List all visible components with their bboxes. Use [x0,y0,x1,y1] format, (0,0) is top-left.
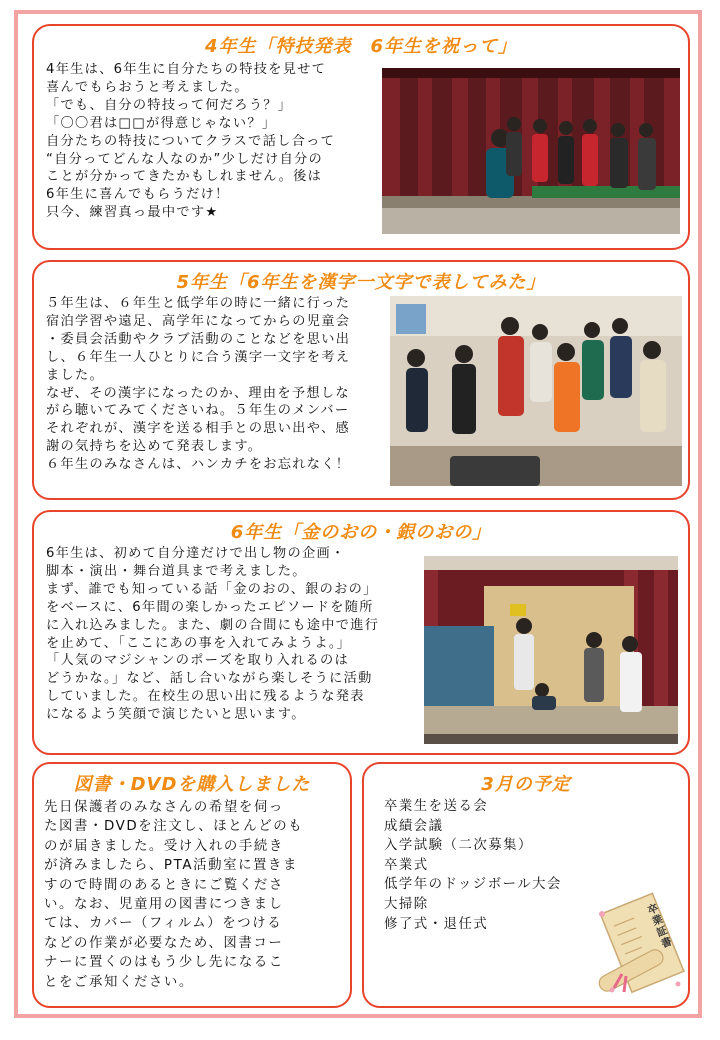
list-item: 成績会議 [384,818,444,834]
section-march [362,762,690,1008]
section-grade4 [32,24,690,250]
list-item: 修了式・退任式 [384,916,489,932]
section-grade4-title: 4年生「特技発表 6年生を祝って」 [204,36,518,57]
photo-grade4-stage [382,68,680,234]
section-grade5-body: ５年生は、６年生と低学年の時に一緒に行った 宿泊学習や遠足、高学年になってからの児童会 ・委員会活動やクラブ活動のことなどを思い出 し、６年生一人ひとりに合う漢字一文字を考え ました。 なぜ、その漢字になったのか、理由を予想しな がら聴いてみてくださいね。５年生のメンバー それぞれが、漢字を送る相手との思い出や、感 謝の気持ちを込めて発表します。 ６年生のみなさんは、ハンカチをお忘れなく！ [46,296,351,473]
section-books-body: 先日保護者のみなさんの希望を伺っ た図書・DVDを注文し、ほとんどのも のが届きました。受け入れの手続き が済みましたら、PTA活動室に置きま すので時間のあるときにご覧くださ い。なお、児童用の図書につきまし ては、カバー（フィルム）をつける などの作業が必要なため、図書コー ナーに置くのはもう少し先になるこ とをご承知ください。 [44,800,304,990]
section-grade4-body: 4年生は、6年生に自分たちの特技を見せて 喜んでもらおうと考えました。 「でも、自分の特技って何だろう？」 「〇〇君は□□が得意じゃない？」 自分たちの特技についてクラスで話し合って “自分ってどんな人なのか”少しだけ自分の ことが分かってきたかもしれません。後は 6年生に喜んでもらうだけ！ 只今、練習真っ最中です★ [46,62,336,221]
list-item: 低学年のドッジボール大会 [384,877,562,893]
section-books [32,762,352,1008]
march-events-list [384,797,562,934]
list-item: 卒業式 [384,857,429,873]
section-grade6-body: 6年生は、初めて自分達だけで出し物の企画・ 脚本・演出・舞台道具まで考えました。 まず、誰でも知っている話「金のおの、銀のおの」 をベースに、6年間の楽しかったエピソードを随所 に入れ込みました。また、劇の合間にも途中で進行 を止めて、「ここにあの事を入れてみようよ。」 「人気のマジシャンのポーズを取り入れるのは どうかな。」など、話し合いながら楽しそうに活動 していました。在校生の思い出に残るような発表 になるよう笑顔で演じたいと思います。 [46,546,380,723]
certificate-text: 卒業証書 [646,902,674,951]
section-grade5-title: 5年生「6年生を漢字一文字で表してみた」 [176,272,546,293]
list-item: 卒業生を送る会 [384,799,489,814]
section-grade5 [32,260,690,500]
list-item: 入学試験（二次募集） [384,838,533,854]
section-grade6 [32,510,690,755]
section-grade6-title: 6年生「金のおの・銀のおの」 [230,522,492,543]
certificate-illustration [592,888,686,998]
list-item: 大掃除 [384,896,429,912]
photo-grade5-group [390,296,682,486]
section-march-title: 3月の予定 [481,774,571,795]
section-books-title: 図書・DVDを購入しました [73,774,311,795]
photo-grade6-play [424,556,678,744]
